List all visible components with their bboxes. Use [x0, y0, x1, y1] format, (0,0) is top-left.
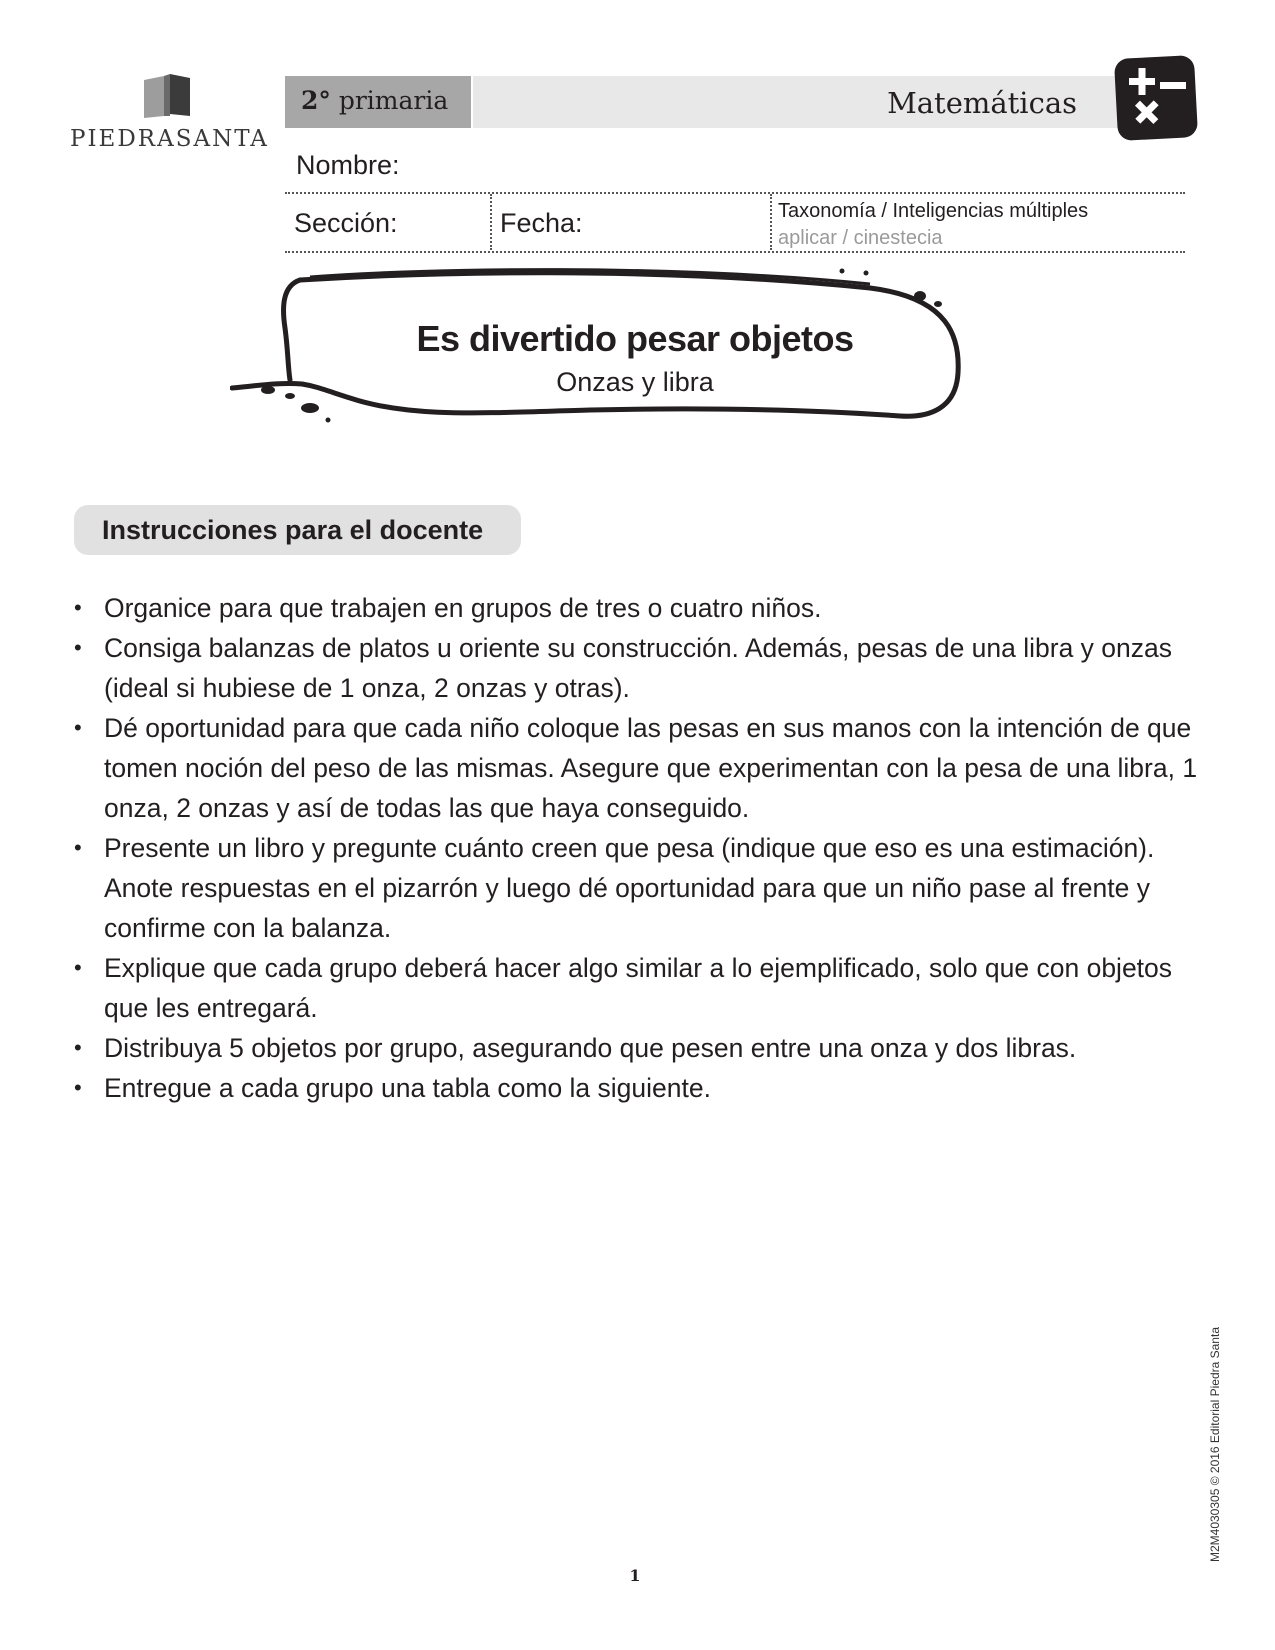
page-subtitle: Onzas y libra: [556, 367, 714, 397]
grade-label: [285, 76, 471, 128]
open-book-icon: [140, 72, 196, 122]
list-item: • Explique que cada grupo deberá hacer algo similar a lo ejemplificado, solo que con objetos que les entregará.: [74, 948, 1204, 1028]
list-item: • Distribuya 5 objetos por grupo, asegurando que pesen entre una onza y dos libras.: [74, 1028, 1204, 1068]
section-field-label: Sección:: [294, 208, 398, 238]
grade-number: 2°: [301, 86, 331, 115]
subject-title: Matemáticas: [473, 76, 1123, 128]
list-item: • Presente un libro y pregunte cuánto creen que pesa (indique que eso es una estimación). Anote respuestas en el pizarrón y luego dé oportunidad para que un niño pase al frente y confirme con la balanza.: [74, 828, 1204, 948]
list-item: • Entregue a cada grupo una tabla como la siguiente.: [74, 1068, 1204, 1108]
math-operations-icon: [1113, 54, 1203, 144]
grade-text: primaria: [330, 86, 449, 115]
page-number: 1: [629, 1566, 641, 1585]
divider: [770, 194, 772, 250]
publisher-logo: [70, 72, 269, 162]
divider: [285, 251, 1185, 253]
instructions-heading: Instrucciones para el docente: [74, 505, 521, 555]
page-title: Es divertido pesar objetos: [416, 318, 854, 359]
divider: [285, 192, 1185, 194]
taxonomy-value: aplicar / cinestecia: [778, 227, 943, 249]
list-item: • Organice para que trabajen en grupos de tres o cuatro niños.: [74, 588, 1204, 628]
list-item: • Consiga balanzas de platos u oriente su construcción. Además, pesas de una libra y onzas (ideal si hubiese de 1 onza, 2 onzas y otras).: [74, 628, 1204, 708]
list-item: • Dé oportunidad para que cada niño coloque las pesas en sus manos con la intención de que tomen noción del peso de las mismas. Asegure que experimentan con la pesa de una libra, 1 onza, 2 onzas y así de todas las que haya conseguido.: [74, 708, 1204, 828]
name-field-label: Nombre:: [296, 150, 400, 180]
divider: [490, 194, 492, 250]
date-field-label: Fecha:: [500, 208, 583, 238]
publisher-name: PIEDRASANTA: [70, 126, 269, 152]
copyright-notice: M2M4030305 © 2016 Editorial Piedra Santa: [1208, 1327, 1222, 1562]
title-bubble: [230, 268, 990, 458]
instructions-list: [74, 588, 1204, 1108]
taxonomy-label: Taxonomía / Inteligencias múltiples: [778, 200, 1089, 222]
